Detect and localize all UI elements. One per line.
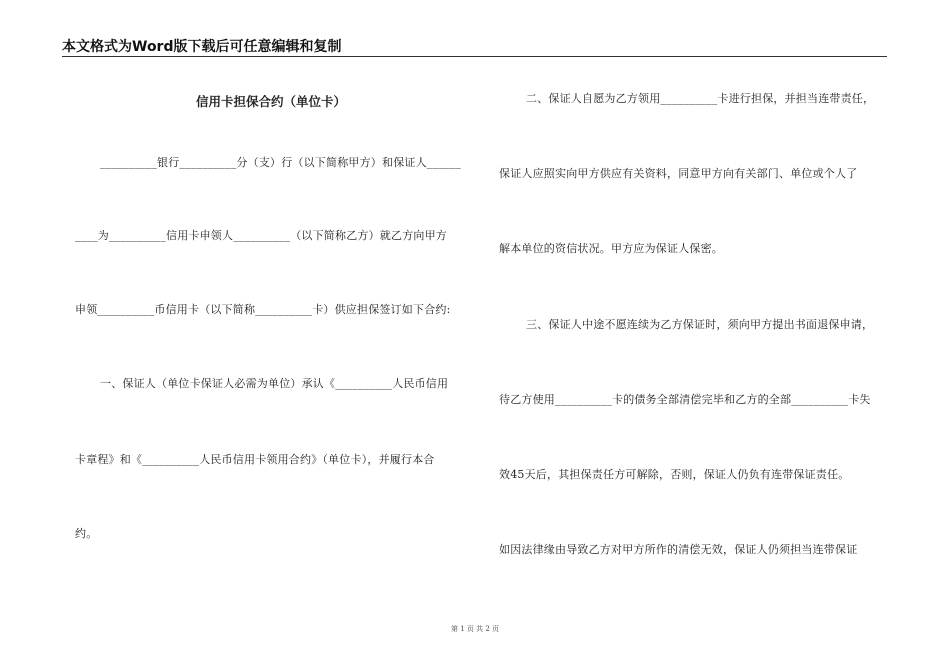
right-line-1: 二、保证人自愿为乙方领用__________卡进行担保，并担当连带责任，	[526, 92, 875, 105]
right-line-6: 效45天后，其担保责任方可解除，否则，保证人仍负有连带保证责任。	[499, 468, 850, 481]
left-line-3: 申领__________币信用卡（以下简称__________卡）供应担保签订如下合约:	[75, 303, 451, 316]
right-line-7: 如因法律缘由导致乙方对甲方所作的清偿无效，保证人仍须担当连带保证	[499, 543, 858, 556]
left-line-4: 一、保证人（单位卡保证人必需为单位）承认《__________人民币信用	[100, 377, 449, 390]
left-line-6: 约。	[75, 527, 98, 540]
document-header	[62, 34, 887, 57]
header-text: 本文格式为Word版下载后可任意编辑和复制	[62, 39, 342, 55]
page-number: 第 1 页 共 2 页	[450, 625, 500, 633]
right-line-3: 解本单位的资信状况。甲方应为保证人保密。	[499, 242, 723, 255]
right-line-4: 三、保证人中途不愿连续为乙方保证时，须向甲方提出书面退保申请，	[526, 318, 874, 331]
right-line-5: 待乙方使用__________卡的债务全部清偿完毕和乙方的全部__________卡失	[499, 393, 871, 406]
left-line-2: ____为__________信用卡申领人__________（以下简称乙方）就乙方向甲方	[75, 229, 447, 242]
left-line-5: 卡章程》和《__________人民币信用卡领用合约》（单位卡），并履行本合	[75, 453, 435, 466]
right-line-2: 保证人应照实向甲方供应有关资料，同意甲方向有关部门、单位或个人了	[499, 167, 858, 180]
left-line-1: __________银行__________分（支）行（以下简称甲方）和保证人______	[100, 156, 461, 169]
document-title: 信用卡担保合约（单位卡）	[195, 94, 346, 109]
